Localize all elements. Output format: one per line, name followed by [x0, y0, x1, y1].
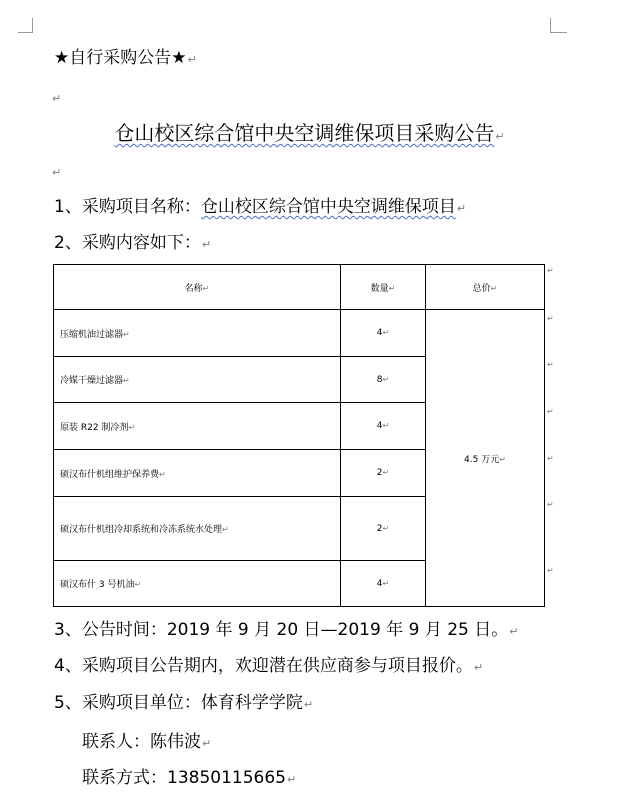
item-name: 硕汉布什机组冷却系统和冷冻系统水处理↵	[54, 497, 341, 561]
row-end-mark: ↵	[547, 407, 554, 416]
table-header-row	[54, 265, 545, 310]
column-header-quantity: 数量↵	[341, 265, 426, 310]
supplier-invitation: 4、采购项目公告期内，欢迎潜在供应商参与项目报价。↵	[54, 656, 484, 676]
item-name: 冷媒干燥过滤器↵	[54, 357, 341, 403]
content-heading: 2、采购内容如下：↵	[54, 233, 212, 253]
announcement-period: 3、公告时间：2019 年 9 月 20 日—2019 年 9 月 25 日。↵	[54, 620, 519, 640]
total-price: 4.5 万元↵	[426, 310, 545, 607]
paragraph-mark: ↵	[52, 166, 62, 179]
column-header-total: 总价↵	[426, 265, 545, 310]
crop-mark-top-left	[18, 18, 33, 33]
crop-mark-top-right	[550, 18, 567, 33]
row-end-mark: ↵	[547, 314, 554, 323]
row-end-mark: ↵	[547, 500, 554, 509]
table-row	[54, 310, 545, 357]
row-end-mark: ↵	[547, 454, 554, 463]
item-quantity: 2↵	[341, 450, 426, 497]
item-name: 压缩机油过滤器↵	[54, 310, 341, 357]
row-end-mark: ↵	[547, 360, 554, 369]
item-quantity: 4↵	[341, 561, 426, 607]
item-quantity: 4↵	[341, 403, 426, 450]
item-name: 硕汉布什机组维护保养费↵	[54, 450, 341, 497]
item-name: 硕汉布什 3 号机油↵	[54, 561, 341, 607]
project-name-line: 1、采购项目名称：仓山校区综合馆中央空调维保项目↵	[54, 197, 467, 217]
notice-header: ★自行采购公告★↵	[54, 48, 197, 68]
page-title: 仓山校区综合馆中央空调维保项目采购公告↵	[114, 121, 505, 145]
procuring-unit: 5、采购项目单位：体育科学学院↵	[54, 693, 314, 713]
column-header-name: 名称↵	[54, 265, 341, 310]
row-end-mark: ↵	[547, 266, 554, 275]
item-quantity: 4↵	[341, 310, 426, 357]
item-quantity: 2↵	[341, 497, 426, 561]
item-quantity: 8↵	[341, 357, 426, 403]
contact-phone: 联系方式：13850115665↵	[82, 768, 297, 788]
procurement-table	[53, 264, 545, 607]
row-end-mark: ↵	[547, 566, 554, 575]
contact-person: 联系人：陈伟波↵	[82, 732, 212, 752]
item-name: 原装 R22 制冷剂↵	[54, 403, 341, 450]
paragraph-mark: ↵	[52, 92, 62, 105]
